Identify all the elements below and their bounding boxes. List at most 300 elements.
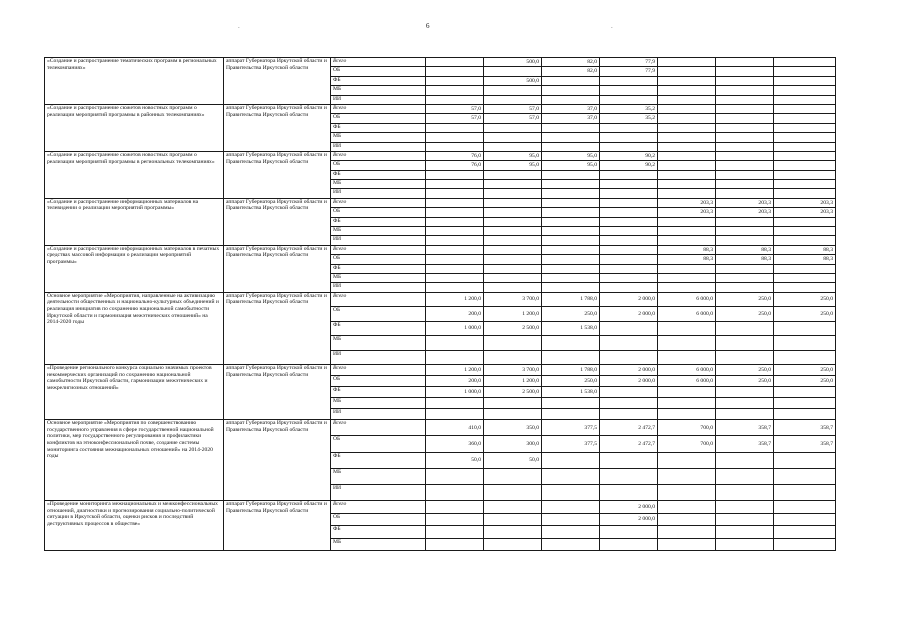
amount-cell	[658, 526, 716, 539]
amount-cell	[484, 142, 542, 151]
activity-name: «Проведение мониторинга межнациональных и межконфессиональных отношений, диагностики и прогнозирования социально-политической ситуации в Иркутской области, оценки рисков и последствий деструктивных процессов в обществе»	[45, 501, 224, 551]
scan-mark-right: .	[611, 22, 613, 30]
amount-cell: 410,0	[426, 420, 484, 436]
amount-cell: 250,0	[774, 292, 836, 307]
funding-source: Всего	[331, 245, 426, 254]
amount-cell	[658, 336, 716, 351]
amount-cell: 88,3	[774, 255, 836, 264]
amount-cell	[542, 123, 600, 132]
amount-cell	[600, 409, 658, 420]
amount-cell: 203,3	[658, 208, 716, 217]
amount-cell	[658, 264, 716, 273]
funding-source: ОБ	[331, 255, 426, 264]
amount-cell: 203,3	[774, 198, 836, 207]
amount-cell	[426, 123, 484, 132]
amount-cell	[774, 227, 836, 236]
amount-cell	[716, 336, 774, 351]
funding-source: Всего	[331, 365, 426, 376]
amount-cell	[426, 468, 484, 484]
amount-cell	[600, 255, 658, 264]
amount-cell	[484, 526, 542, 539]
amount-cell: 700,0	[658, 436, 716, 452]
amount-cell	[484, 513, 542, 526]
amount-cell: 82,0	[542, 58, 600, 67]
amount-cell	[600, 321, 658, 336]
amount-cell	[774, 95, 836, 104]
amount-cell: 6 000,0	[658, 307, 716, 322]
amount-cell: 90,2	[600, 161, 658, 170]
amount-cell: 37,0	[542, 114, 600, 123]
amount-cell: 250,0	[774, 365, 836, 376]
amount-cell	[600, 452, 658, 468]
amount-cell	[426, 526, 484, 539]
amount-cell	[716, 526, 774, 539]
amount-cell	[426, 273, 484, 282]
amount-cell	[774, 264, 836, 273]
amount-cell	[542, 452, 600, 468]
funding-source: ИИ	[331, 485, 426, 501]
table-row	[45, 151, 836, 160]
funding-source: МБ	[331, 468, 426, 484]
funding-source: ФБ	[331, 217, 426, 226]
amount-cell: 6 000,0	[658, 365, 716, 376]
amount-cell	[426, 142, 484, 151]
amount-cell	[716, 264, 774, 273]
amount-cell: 700,0	[658, 420, 716, 436]
amount-cell	[774, 501, 836, 514]
amount-cell	[658, 452, 716, 468]
amount-cell	[600, 217, 658, 226]
amount-cell	[658, 409, 716, 420]
funding-source: МБ	[331, 133, 426, 142]
amount-cell: 1 200,0	[426, 365, 484, 376]
amount-cell	[484, 95, 542, 104]
amount-cell: 1 000,0	[426, 387, 484, 398]
amount-cell	[426, 227, 484, 236]
amount-cell	[484, 538, 542, 551]
amount-cell	[774, 58, 836, 67]
funding-source: ФБ	[331, 387, 426, 398]
budget-table	[44, 57, 836, 551]
amount-cell: 90,2	[600, 151, 658, 160]
amount-cell: 358,7	[716, 420, 774, 436]
amount-cell	[542, 170, 600, 179]
amount-cell: 88,3	[716, 255, 774, 264]
amount-cell: 50,0	[484, 452, 542, 468]
activity-name: «Проведение регионального конкурса социально значимых проектов некоммерческих организаций по сохранению национальной самобытности Иркутской области, гармонизации межэтнических и межрелигиозных отношений»	[45, 365, 224, 420]
amount-cell: 35,2	[600, 104, 658, 113]
amount-cell	[600, 86, 658, 95]
amount-cell	[774, 538, 836, 551]
funding-source: ФБ	[331, 452, 426, 468]
amount-cell	[774, 133, 836, 142]
amount-cell	[600, 468, 658, 484]
amount-cell	[600, 142, 658, 151]
page-number: 6	[426, 22, 430, 30]
amount-cell	[542, 227, 600, 236]
amount-cell	[716, 133, 774, 142]
amount-cell	[774, 398, 836, 409]
activity-name: «Создание и распространение информационных материалов в печатных средствах массовой информации о реализации мероприятий программы»	[45, 245, 224, 292]
amount-cell: 2 472,7	[600, 436, 658, 452]
amount-cell	[426, 170, 484, 179]
amount-cell	[658, 142, 716, 151]
funding-source: МБ	[331, 273, 426, 282]
amount-cell	[484, 350, 542, 365]
amount-cell	[716, 217, 774, 226]
amount-cell: 77,9	[600, 67, 658, 76]
amount-cell: 57,0	[484, 114, 542, 123]
amount-cell	[774, 387, 836, 398]
amount-cell	[484, 468, 542, 484]
amount-cell	[774, 283, 836, 292]
amount-cell	[716, 321, 774, 336]
funding-source: ОБ	[331, 307, 426, 322]
amount-cell	[716, 513, 774, 526]
amount-cell	[716, 350, 774, 365]
amount-cell: 2 000,0	[600, 307, 658, 322]
amount-cell: 203,3	[774, 208, 836, 217]
amount-cell	[484, 189, 542, 198]
amount-cell	[774, 236, 836, 245]
amount-cell: 250,0	[716, 292, 774, 307]
amount-cell: 1 200,0	[426, 292, 484, 307]
funding-source: ОБ	[331, 208, 426, 217]
amount-cell: 77,9	[600, 58, 658, 67]
amount-cell	[600, 538, 658, 551]
amount-cell	[716, 95, 774, 104]
funding-source: МБ	[331, 180, 426, 189]
amount-cell	[600, 95, 658, 104]
amount-cell: 2 472,7	[600, 420, 658, 436]
amount-cell	[774, 161, 836, 170]
amount-cell	[542, 350, 600, 365]
amount-cell	[542, 513, 600, 526]
amount-cell: 250,0	[716, 307, 774, 322]
amount-cell	[716, 468, 774, 484]
amount-cell	[426, 198, 484, 207]
amount-cell	[716, 501, 774, 514]
amount-cell	[658, 170, 716, 179]
amount-cell	[426, 336, 484, 351]
amount-cell	[716, 485, 774, 501]
amount-cell	[426, 133, 484, 142]
amount-cell	[600, 180, 658, 189]
amount-cell	[658, 283, 716, 292]
amount-cell	[426, 180, 484, 189]
amount-cell	[484, 336, 542, 351]
amount-cell	[484, 180, 542, 189]
amount-cell	[716, 104, 774, 113]
amount-cell	[426, 283, 484, 292]
amount-cell	[716, 452, 774, 468]
amount-cell	[426, 513, 484, 526]
amount-cell: 250,0	[774, 307, 836, 322]
amount-cell	[716, 398, 774, 409]
amount-cell	[426, 350, 484, 365]
amount-cell	[774, 170, 836, 179]
amount-cell	[542, 217, 600, 226]
amount-cell	[774, 526, 836, 539]
amount-cell	[484, 217, 542, 226]
amount-cell	[600, 283, 658, 292]
amount-cell: 203,3	[716, 208, 774, 217]
amount-cell	[600, 170, 658, 179]
amount-cell	[658, 58, 716, 67]
funding-source: Всего	[331, 151, 426, 160]
amount-cell	[716, 58, 774, 67]
amount-cell	[600, 273, 658, 282]
scan-mark-left: .	[238, 22, 240, 30]
amount-cell	[426, 538, 484, 551]
funding-source: ОБ	[331, 513, 426, 526]
amount-cell	[600, 350, 658, 365]
amount-cell	[658, 485, 716, 501]
amount-cell	[774, 123, 836, 132]
amount-cell: 200,0	[426, 307, 484, 322]
amount-cell: 76,0	[426, 161, 484, 170]
funding-source: МБ	[331, 86, 426, 95]
amount-cell	[658, 273, 716, 282]
amount-cell	[658, 321, 716, 336]
activity-name: Основное мероприятие «Мероприятия по совершенствованию государственного управления в сфере государственной национальной политики, мер государственного регулирования и профилактики конфликтов на этноконфессиональной почве, создание системы мониторинга состояния межнациональных отношений» на 2014-2020 годы	[45, 420, 224, 501]
amount-cell	[774, 217, 836, 226]
amount-cell	[658, 538, 716, 551]
amount-cell	[542, 283, 600, 292]
amount-cell	[716, 227, 774, 236]
amount-cell	[658, 189, 716, 198]
amount-cell	[774, 142, 836, 151]
amount-cell	[658, 95, 716, 104]
amount-cell	[484, 398, 542, 409]
amount-cell: 2 000,0	[600, 513, 658, 526]
table-row	[45, 58, 836, 67]
amount-cell	[484, 283, 542, 292]
amount-cell: 6 000,0	[658, 292, 716, 307]
amount-cell	[542, 86, 600, 95]
executor: аппарат Губернатора Иркутской области и Правительства Иркутской области	[224, 245, 331, 292]
executor: аппарат Губернатора Иркутской области и Правительства Иркутской области	[224, 198, 331, 245]
amount-cell: 250,0	[542, 307, 600, 322]
amount-cell	[426, 67, 484, 76]
amount-cell	[658, 236, 716, 245]
amount-cell	[600, 208, 658, 217]
amount-cell: 2 000,0	[600, 501, 658, 514]
amount-cell	[600, 198, 658, 207]
funding-source: Всего	[331, 198, 426, 207]
amount-cell	[658, 180, 716, 189]
amount-cell	[426, 398, 484, 409]
amount-cell: 377,5	[542, 420, 600, 436]
funding-source: ИИ	[331, 189, 426, 198]
funding-source: ФБ	[331, 76, 426, 85]
amount-cell	[716, 123, 774, 132]
amount-cell	[716, 114, 774, 123]
activity-name: «Создание и распространение сюжетов новостных программ о реализации мероприятий программы в региональных телекомпаниях»	[45, 151, 224, 198]
funding-source: ОБ	[331, 114, 426, 123]
amount-cell	[716, 409, 774, 420]
amount-cell	[600, 485, 658, 501]
amount-cell	[774, 151, 836, 160]
amount-cell	[658, 513, 716, 526]
amount-cell	[426, 245, 484, 254]
amount-cell	[426, 409, 484, 420]
amount-cell	[716, 76, 774, 85]
amount-cell	[426, 86, 484, 95]
amount-cell	[542, 255, 600, 264]
amount-cell	[600, 398, 658, 409]
amount-cell	[484, 170, 542, 179]
amount-cell: 1 788,0	[542, 365, 600, 376]
amount-cell	[542, 468, 600, 484]
amount-cell	[774, 114, 836, 123]
amount-cell	[658, 114, 716, 123]
amount-cell: 1 538,0	[542, 321, 600, 336]
amount-cell: 88,3	[716, 245, 774, 254]
amount-cell	[658, 161, 716, 170]
amount-cell: 2 000,0	[600, 365, 658, 376]
amount-cell	[658, 76, 716, 85]
amount-cell	[484, 485, 542, 501]
amount-cell	[600, 189, 658, 198]
table-row	[45, 501, 836, 514]
amount-cell: 1 200,0	[484, 376, 542, 387]
amount-cell	[542, 198, 600, 207]
amount-cell	[716, 142, 774, 151]
funding-source: ФБ	[331, 321, 426, 336]
amount-cell	[600, 387, 658, 398]
amount-cell	[658, 86, 716, 95]
amount-cell	[716, 236, 774, 245]
amount-cell	[774, 513, 836, 526]
amount-cell: 3 700,0	[484, 365, 542, 376]
funding-source: Всего	[331, 292, 426, 307]
amount-cell	[658, 387, 716, 398]
amount-cell: 76,0	[426, 151, 484, 160]
amount-cell	[484, 67, 542, 76]
amount-cell: 1 788,0	[542, 292, 600, 307]
amount-cell: 57,0	[426, 104, 484, 113]
amount-cell	[426, 485, 484, 501]
amount-cell	[658, 104, 716, 113]
amount-cell	[484, 255, 542, 264]
amount-cell	[658, 151, 716, 160]
amount-cell: 6 000,0	[658, 376, 716, 387]
amount-cell	[774, 104, 836, 113]
amount-cell	[484, 123, 542, 132]
activity-name: «Создание и распространение сюжетов новостных программ о реализации мероприятий программы в районных телекомпаниях»	[45, 104, 224, 151]
amount-cell	[484, 208, 542, 217]
amount-cell	[600, 123, 658, 132]
amount-cell	[600, 336, 658, 351]
executor: аппарат Губернатора Иркутской области и Правительства Иркутской области	[224, 420, 331, 501]
table-row	[45, 245, 836, 254]
funding-source: МБ	[331, 227, 426, 236]
amount-cell	[600, 227, 658, 236]
funding-source: ФБ	[331, 170, 426, 179]
amount-cell	[600, 76, 658, 85]
amount-cell	[600, 133, 658, 142]
amount-cell: 358,7	[716, 436, 774, 452]
amount-cell	[542, 538, 600, 551]
funding-source: ФБ	[331, 264, 426, 273]
amount-cell	[658, 350, 716, 365]
amount-cell	[774, 350, 836, 365]
amount-cell	[658, 227, 716, 236]
executor: аппарат Губернатора Иркутской области и Правительства Иркутской области	[224, 292, 331, 365]
amount-cell	[774, 67, 836, 76]
amount-cell: 95,0	[542, 151, 600, 160]
amount-cell	[426, 236, 484, 245]
amount-cell	[542, 273, 600, 282]
amount-cell	[658, 133, 716, 142]
amount-cell	[426, 501, 484, 514]
amount-cell	[658, 67, 716, 76]
amount-cell: 250,0	[774, 376, 836, 387]
table-row	[45, 420, 836, 436]
amount-cell	[484, 245, 542, 254]
executor: аппарат Губернатора Иркутской области и Правительства Иркутской области	[224, 151, 331, 198]
executor: аппарат Губернатора Иркутской области и Правительства Иркутской области	[224, 501, 331, 551]
table-body	[45, 58, 836, 551]
amount-cell	[542, 485, 600, 501]
amount-cell	[600, 526, 658, 539]
funding-source: Всего	[331, 104, 426, 113]
amount-cell	[542, 236, 600, 245]
amount-cell	[542, 526, 600, 539]
amount-cell	[774, 189, 836, 198]
amount-cell	[774, 485, 836, 501]
amount-cell	[658, 398, 716, 409]
funding-source: ОБ	[331, 436, 426, 452]
amount-cell	[542, 180, 600, 189]
amount-cell: 35,2	[600, 114, 658, 123]
amount-cell: 50,0	[426, 452, 484, 468]
amount-cell: 88,3	[774, 245, 836, 254]
amount-cell	[774, 336, 836, 351]
amount-cell	[716, 86, 774, 95]
funding-source: ОБ	[331, 376, 426, 387]
amount-cell: 1 200,0	[484, 307, 542, 322]
amount-cell	[542, 264, 600, 273]
amount-cell: 1 000,0	[426, 321, 484, 336]
funding-source: МБ	[331, 336, 426, 351]
amount-cell	[716, 387, 774, 398]
amount-cell: 57,0	[426, 114, 484, 123]
table-row	[45, 292, 836, 307]
amount-cell	[716, 538, 774, 551]
amount-cell: 82,0	[542, 67, 600, 76]
amount-cell	[426, 189, 484, 198]
amount-cell: 88,3	[658, 245, 716, 254]
amount-cell	[484, 273, 542, 282]
amount-cell	[658, 217, 716, 226]
funding-source: ИИ	[331, 142, 426, 151]
amount-cell: 88,3	[658, 255, 716, 264]
amount-cell	[426, 76, 484, 85]
amount-cell: 200,0	[426, 376, 484, 387]
funding-source: МБ	[331, 398, 426, 409]
amount-cell	[484, 409, 542, 420]
amount-cell: 203,3	[658, 198, 716, 207]
amount-cell	[542, 142, 600, 151]
amount-cell: 360,0	[426, 436, 484, 452]
table-row	[45, 104, 836, 113]
funding-source: ИИ	[331, 283, 426, 292]
amount-cell	[542, 501, 600, 514]
funding-source: ИИ	[331, 409, 426, 420]
funding-source: ОБ	[331, 161, 426, 170]
